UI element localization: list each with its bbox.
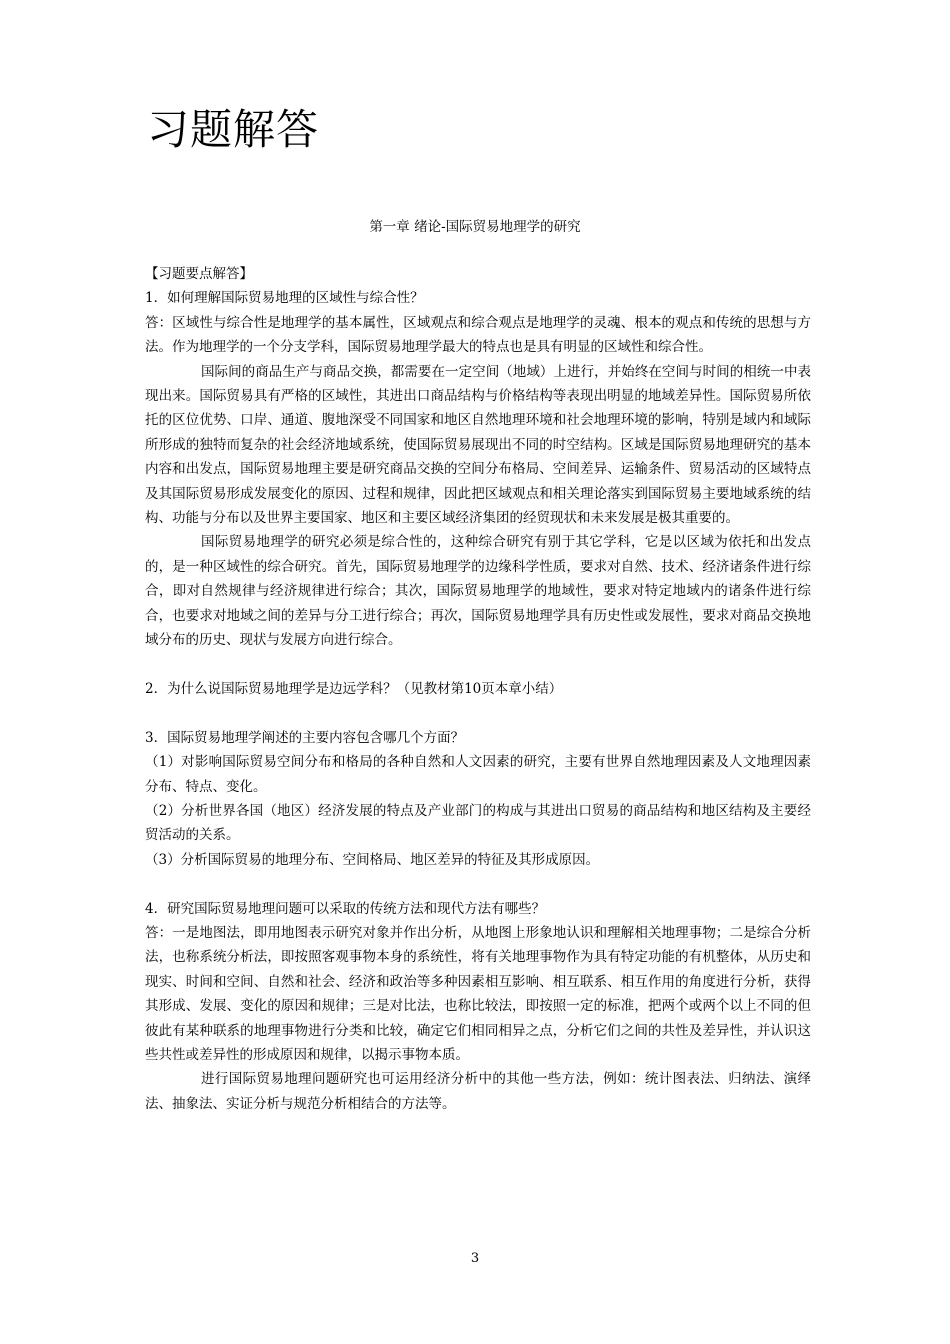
section-label: 【习题要点解答】 [145, 266, 253, 282]
question-3: 3．国际贸易地理学阐述的主要内容包含哪几个方面？ [145, 729, 465, 746]
question-2: 2．为什么说国际贸易地理学是边远学科？（见教材第10页本章小结） [145, 680, 563, 697]
answer-1-paragraph-3: 国际贸易地理学的研究必须是综合性的，这种综合研究有别于其它学科，它是以区域为依托和出发点的，是一种区域性的综合研究。首先，国际贸易地理学的边缘科学性质，要求对自然、技术、经济诸条件进行综合，即对自然规律与经济规律进行综合；其次，国际贸易地理学的地域性，要求对特定地域内的诸条件进行综合，也要求对地域之间的差异与分工进行综合；再次，国际贸易地理学具有历史性或发展性，要求对商品交换地域分布的历史、现状与发展方向进行综合。 [145, 534, 811, 649]
answer-1-paragraph-2: 国际间的商品生产与商品交换，都需要在一定空间（地域）上进行，并始终在空间与时间的相统一中表现出来。国际贸易具有严格的区域性，其进出口商品结构与价格结构等表现出明显的地域差异性。国际贸易所依托的区位优势、口岸、通道、腹地深受不同国家和地区自然地理环境和社会地理环境的影响，特别是域内和域际所形成的独特而复杂的社会经济地域系统，使国际贸易展现出不同的时空结构。区域是国际贸易地理研究的基本内容和出发点，国际贸易地理主要是研究商品交换的空间分布格局、空间差异、运输条件、贸易活动的区域特点及其国际贸易形成发展变化的原因、过程和规律，因此把区域观点和相关理论落实到国际贸易主要地域系统的结构、功能与分布以及世界主要国家、地区和主要区域经济集团的经贸现状和未来发展是极其重要的。 [145, 363, 811, 527]
answer-1: 答：区域性与综合性是地理学的基本属性，区域观点和综合观点是地理学的灵魂、根本的观点和传统的思想与方法。作为地理学的一个分支学科，国际贸易地理学最大的特点也是具有明显的区域性和综合性。 [145, 314, 811, 356]
spacer [145, 701, 811, 725]
spacer [145, 872, 811, 896]
answer-3-item-1: （1）对影响国际贸易空间分布和格局的各种自然和人文因素的研究，主要有世界自然地理因素及人文地理因素分布、特点、变化。 [145, 754, 811, 795]
spacer [145, 653, 811, 677]
answer-4: 答：一是地图法，即用地图表示研究对象并作出分析，从地图上形象地认识和理解相关地理事物；二是综合分析法，也称系统分析法，即按照客观事物本身的系统性，将有关地理事物作为具有特定功能的有机整体，从历史和现实、时间和空间、自然和社会、经济和政治等多种因素相互影响、相互联系、相互作用的角度进行分析，获得其形成、发展、变化的原因和规律；三是对比法，也称比较法，即按照一定的标准，把两个或两个以上不同的但彼此有某种联系的地理事物进行分类和比较，确定它们相同相异之点，分析它们之间的共性及差异性，并认识这些共性或差异性的形成原因和规律，以揭示事物本质。 [145, 924, 811, 1063]
answer-4-paragraph-2: 进行国际贸易地理问题研究也可运用经济分析中的其他一些方法，例如：统计图表法、归纳法、演绎法、抽象法、实证分析与规范分析相结合的方法等。 [145, 1071, 811, 1112]
question-1: 1．如何理解国际贸易地理的区域性与综合性？ [145, 290, 424, 307]
page-title: 习题解答 [147, 105, 320, 154]
answer-3-item-3: （3）分析国际贸易的地理分布、空间格局、地区差异的特征及其形成原因。 [145, 851, 600, 868]
page-number: 3 [470, 1251, 480, 1266]
chapter-heading: 第一章 绪论-国际贸易地理学的研究 [369, 219, 581, 235]
document-body [145, 262, 811, 1116]
question-4: 4．研究国际贸易地理问题可以采取的传统方法和现代方法有哪些？ [145, 900, 546, 917]
answer-3-item-2: （2）分析世界各国（地区）经济发展的特点及产业部门的构成与其进出口贸易的商品结构和地区结构及主要经贸活动的关系。 [145, 802, 811, 844]
